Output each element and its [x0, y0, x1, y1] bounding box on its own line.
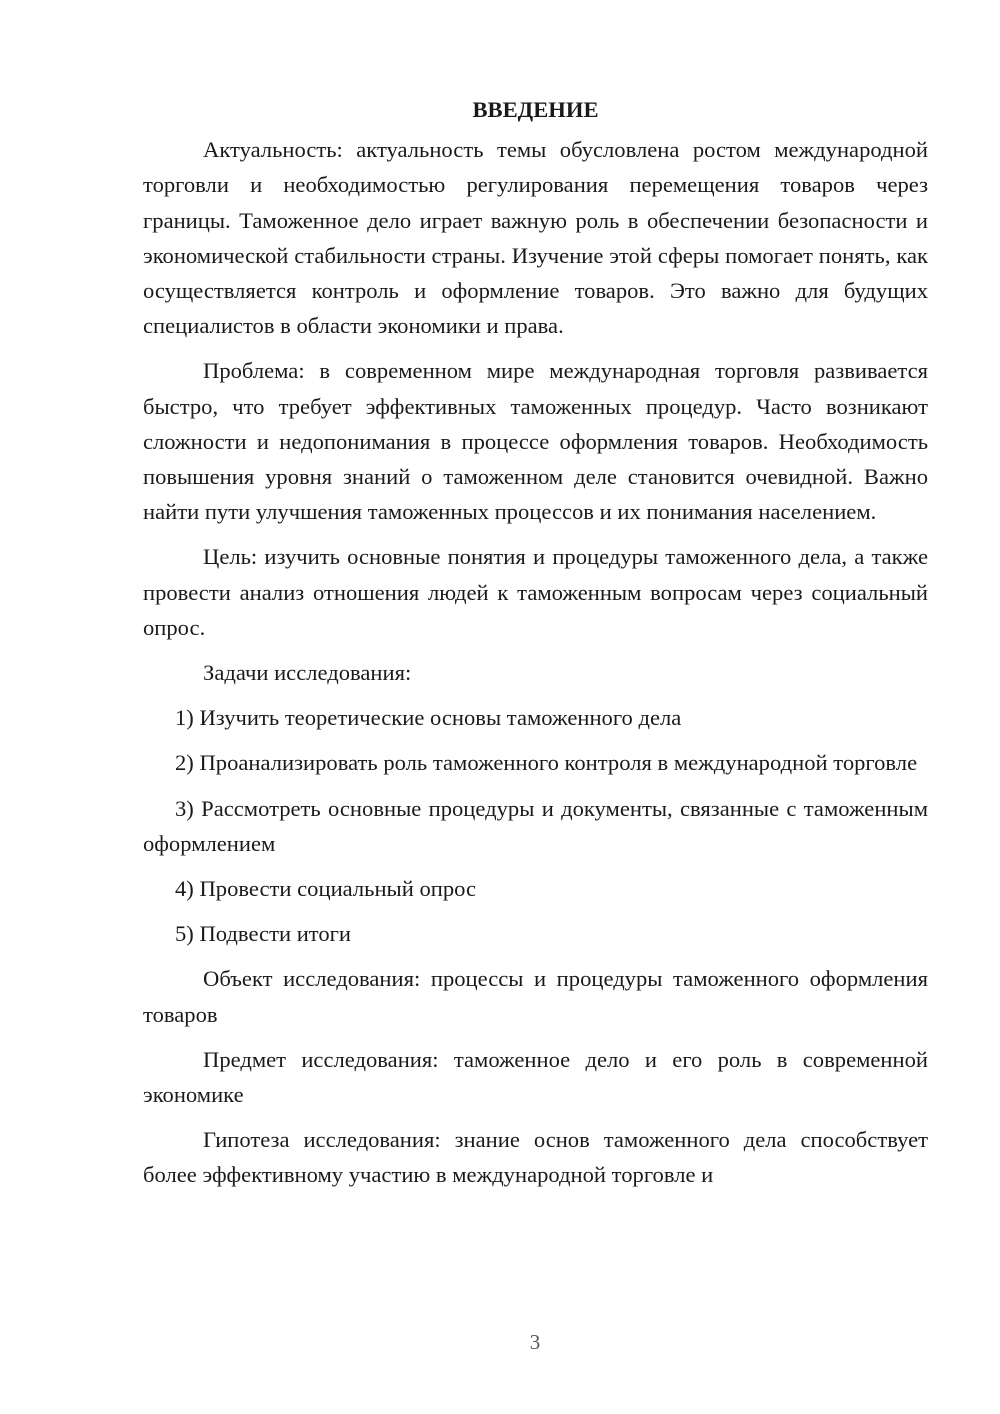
- task-item-3: 3) Рассмотреть основные процедуры и документы, связанные с таможенным оформлением: [143, 795, 928, 856]
- paragraph-subject: Предмет исследования: таможенное дело и его роль в современной экономике: [143, 1046, 928, 1108]
- task-item-1: 1) Изучить теоретические основы таможенного дела: [175, 705, 682, 731]
- page-number: 3: [529, 1330, 541, 1354]
- paragraph-relevance: Актуальность: актуальность темы обусловлена ростом международной торговли и необходимостью регулирования перемещения товаров через границы. Таможенное дело играет важную роль в обеспечении безопасности и экономической стабильности страны. Изучение этой сферы помогает понять, как осуществляется контроль и оформление товаров. Это важно для будущих специалистов в области экономики и права.: [143, 137, 928, 339]
- task-item-5: 5) Подвести итоги: [175, 921, 352, 947]
- paragraph-object: Объект исследования: процессы и процедуры таможенного оформления товаров: [143, 966, 928, 1027]
- task-item-4: 4) Провести социальный опрос: [175, 876, 477, 902]
- document-page: [143, 92, 928, 1193]
- paragraph-problem: Проблема: в современном мире международная торговля развивается быстро, что требует эффективных таможенных процедур. Часто возникают сложности и недопонимания в процессе оформления товаров. Необходимость повышения уровня знаний о таможенном деле становится очевидной. Важно найти пути улучшения таможенных процессов и их понимания населением.: [143, 358, 928, 525]
- task-item-2: 2) Проанализировать роль таможенного контроля в международной торговле: [175, 750, 918, 776]
- paragraph-goal: Цель: изучить основные понятия и процедуры таможенного дела, а также провести анализ отношения людей к таможенным вопросам через социальный опрос.: [143, 544, 928, 640]
- paragraph-tasks-heading: Задачи исследования:: [203, 660, 412, 686]
- paragraph-hypothesis: Гипотеза исследования: знание основ таможенного дела способствует более эффективному участию в международной торговле и: [143, 1127, 928, 1188]
- section-title: ВВЕДЕНИЕ: [472, 97, 599, 122]
